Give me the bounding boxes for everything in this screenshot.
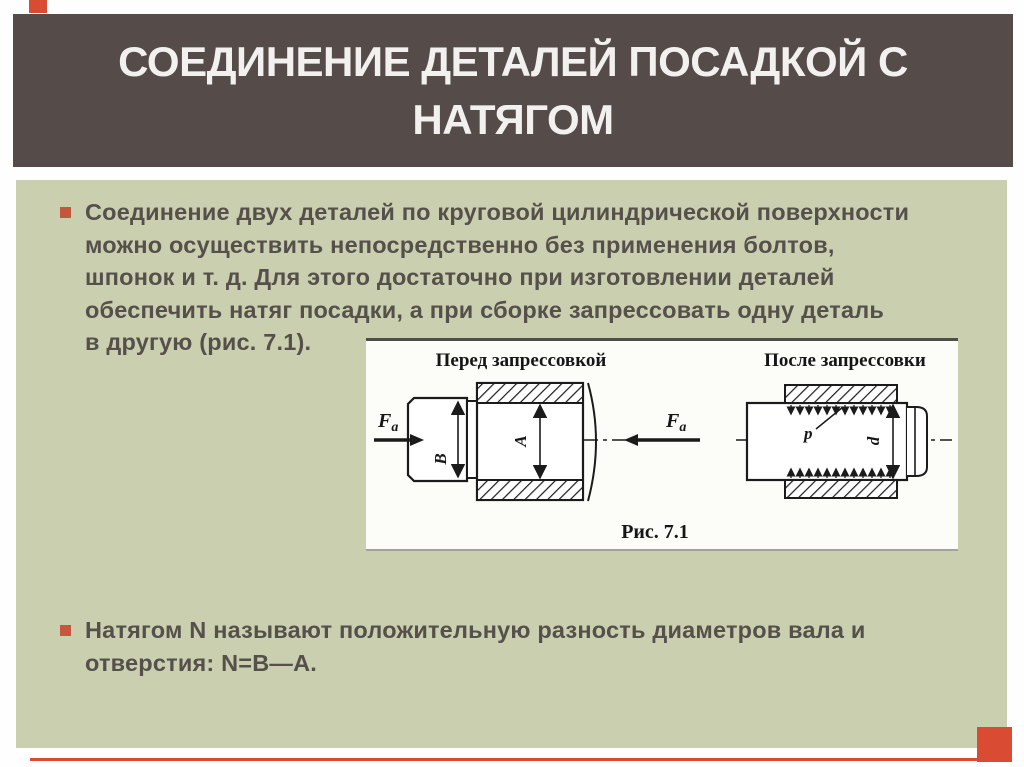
bullet-2-line: отверстия: N=B—А. [85,649,317,676]
accent-square-bottom-right [977,727,1012,762]
slide-title-line-1: СОЕДИНЕНИЕ ДЕТАЛЕЙ ПОСАДКОЙ С [118,37,908,85]
assembled-shaft [747,403,907,480]
dim-d-label: d [864,436,883,446]
slide-title-line-2: НАТЯГОМ [412,95,614,143]
bullet-1-line: обеспечить натяг посадки, а при сборке запрессовать одну деталь [85,296,884,323]
force-label-right: $F_a$ [666,410,687,435]
hub-hatch-bottom [477,480,583,500]
figure-7-1 [366,338,958,551]
shaft-end-cap [907,407,927,476]
figure-7-1-drawing [366,341,958,549]
accent-square-top-left [29,0,47,13]
dim-A-label: A [511,435,530,447]
figure-before-label: Перед запрессовкой [435,350,607,371]
dim-B-label: B [431,453,450,465]
bullet-1-line: можно осуществить непосредственно без применения болтов, [85,231,835,258]
bullet-square-icon [60,207,71,218]
figure-after-drawing [736,350,952,498]
hub-end-arc [588,383,596,501]
shaft-nose [467,401,477,478]
title-bar [13,14,1013,167]
bullet-1-text [85,196,909,359]
content-panel [16,180,1007,748]
hub-hatch-top-after [785,385,897,403]
bullet-2-text [85,614,866,679]
figure-after-label: После запрессовки [764,350,926,371]
figure-before-drawing [374,350,700,501]
hub-hatch-bottom-after [785,480,897,498]
force-arrowhead-right [624,434,638,446]
bullet-1-line: Соединение двух деталей по круговой цилиндрической поверхности [85,199,910,225]
bullet-1-line: шпонок и т. д. Для этого достаточно при изготовлении деталей [85,264,835,291]
bullet-1-line: в другую (рис. 7.1). [85,329,312,356]
accent-line-bottom [30,758,977,761]
hub-hatch-top [477,383,583,403]
bullet-2-line: Натягом N называют положительную разность диаметров вала и [85,617,866,643]
bullet-square-icon [60,625,71,636]
figure-caption: Рис. 7.1 [621,521,689,543]
force-label-left: $F_a$ [378,410,399,435]
pressure-label: p [804,424,813,443]
